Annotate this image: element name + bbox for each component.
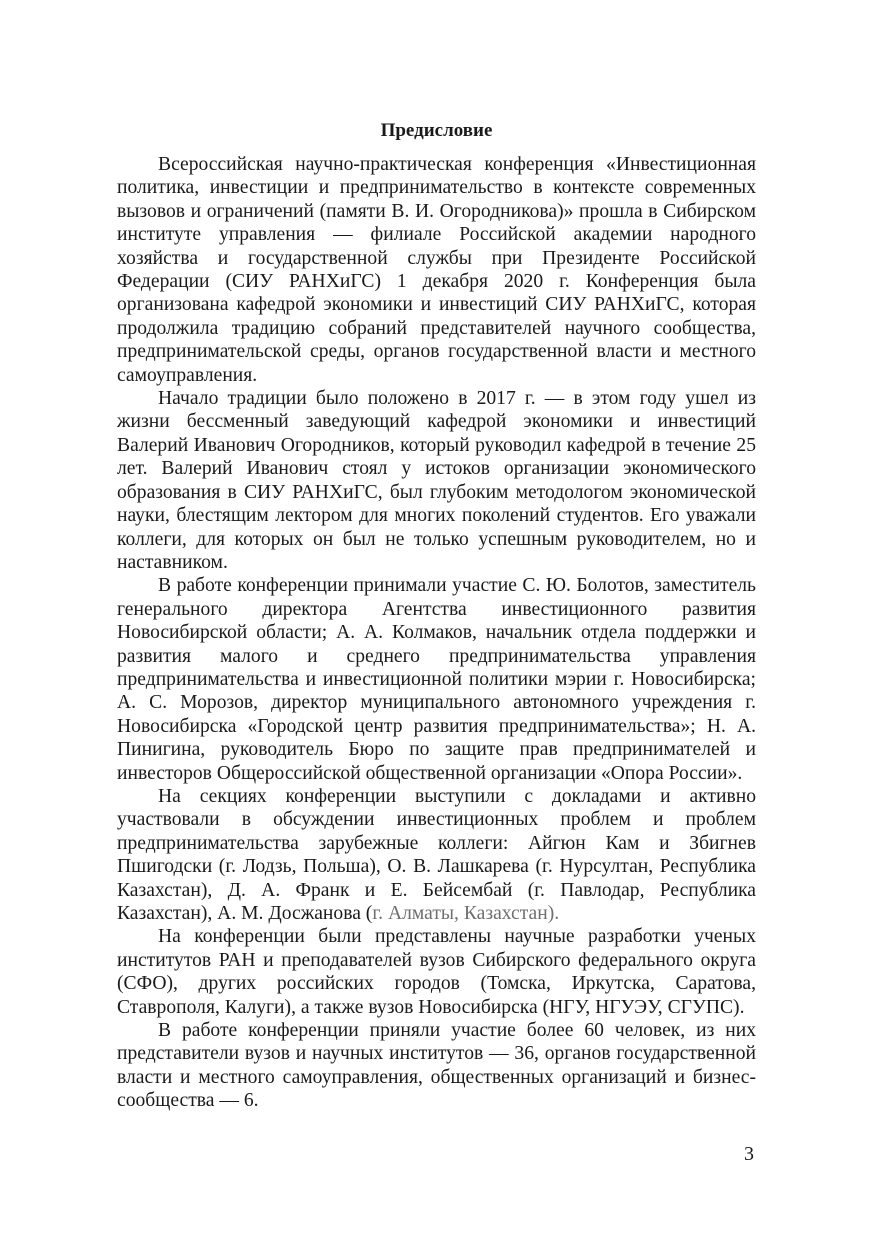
paragraph-foreign-colleagues-muted: г. Алматы, Казахстан). [372, 903, 560, 924]
page-body [117, 119, 756, 1113]
paragraph-tradition: Начало традиции было положено в 2017 г. — в этом году ушел из жизни бессменный заведующий кафедрой экономики и инвестиций Валерий Иванович Огородников, который руководил кафедрой в течение 25 лет. Валерий Иванович стоял у истоков организации экономического образования в СИУ РАНХиГС, был глубоким методологом экономической науки, блестящим лектором для многих поколений студентов. Его уважали коллеги, для которых он был не только успешным руководителем, но и наставником. [117, 388, 756, 573]
page-title: Предисловие [380, 120, 493, 141]
paragraph-attendance: В работе конференции приняли участие более 60 человек, из них представители вузов и научных институтов — 36, органов государственной власти и местного самоуправления, общественных организаций и бизнес-сообщества — 6. [117, 1020, 756, 1112]
paragraph-participants: В работе конференции принимали участие С. Ю. Болотов, заместитель генерального директора Агентства инвестиционного развития Новосибирской области; А. А. Колмаков, начальник отдела поддержки и развития малого и среднего предпринимательства управления предпринимательства и инвестиционной политики мэрии г. Новосибирска; А. С. Морозов, директор муниципального автономного учреждения г. Новосибирска «Городской центр развития предпринимательства»; Н. А. Пинигина, руководитель Бюро по защите прав предпринимателей и инвесторов Общероссийской общественной организации «Опора России». [117, 575, 756, 784]
paragraph-conference-intro: Всероссийская научно-практическая конференция «Инвестиционная политика, инвестиции и предпринимательство в контексте современных вызовов и ограничений (памяти В. И. Огородникова)» прошла в Сибирском институте управления — филиале Российской академии народного хозяйства и государственной службы при Президенте Российской Федерации (СИУ РАНХиГС) 1 декабря 2020 г. Конференция была организована кафедрой экономики и инвестиций СИУ РАНХиГС, которая продолжила традицию собраний представителей научного сообщества, предпринимательской среды, органов государственной власти и местного самоуправления. [117, 154, 756, 386]
page-number: 3 [744, 1143, 754, 1165]
paragraph-foreign-colleagues-main: На секциях конференции выступили с докладами и активно участвовали в обсуждении инвестиционных проблем и проблем предпринимательства зарубежные коллеги: Айгюн Кам и Збигнев Пшигодски (г. Лодзь, Польша), О. В. Лашкарева (г. Нурсултан, Республика Казахстан), Д. А. Франк и Е. Бейсембай (г. Павлодар, Республика Казахстан), А. М. Досжанова ( [117, 785, 756, 924]
paragraph-research: На конференции были представлены научные разработки ученых институтов РАН и преподавателей вузов Сибирского федерального округа (СФО), других российских городов (Томска, Иркутска, Саратова, Ставрополя, Калуги), а также вузов Новосибирска (НГУ, НГУЭУ, СГУПС). [117, 926, 756, 1018]
paragraph-foreign-colleagues [117, 785, 756, 925]
